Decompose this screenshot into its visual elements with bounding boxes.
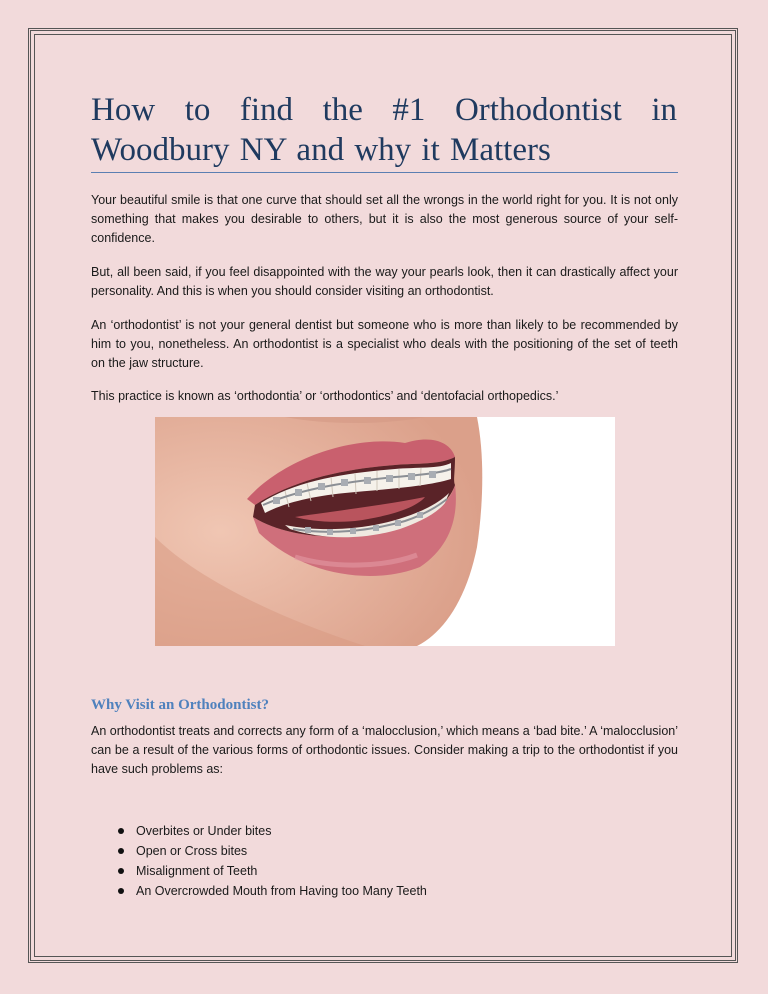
bullet-icon — [118, 868, 124, 874]
list-item — [118, 881, 427, 901]
list-item — [118, 841, 427, 861]
braces-smile-photo — [155, 417, 615, 646]
document-title: How to find the #1 Orthodontist in Woodbury NY and why it Matters — [91, 92, 677, 168]
list-item-label: Open or Cross bites — [136, 844, 248, 858]
paragraph-practice-name: This practice is known as ‘orthodontia’ or ‘orthodontics’ and ‘dentofacial orthopedics.’ — [91, 389, 559, 403]
paragraph-orthodontist-definition: An ‘orthodontist’ is not your general dentist but someone who is more than likely to be recommended by him to you, nonetheless. An orthodontist is a specialist who deals with the positioning of the set of teeth on the jaw structure. — [91, 318, 678, 370]
list-item-label: Misalignment of Teeth — [136, 864, 258, 878]
paragraph-disappointed: But, all been said, if you feel disappointed with the way your pearls look, then it can drastically affect your personality. And this is when you should consider visiting an orthodontist. — [91, 265, 678, 298]
list-item-label: An Overcrowded Mouth from Having too Many Teeth — [136, 884, 427, 898]
bullet-icon — [118, 888, 124, 894]
paragraph-intro: Your beautiful smile is that one curve that should set all the wrongs in the world right for you. It is not only something that makes you desirable to others, but it is also the most generous source of your self-confidence. — [91, 193, 678, 245]
braces-smile-illustration — [155, 417, 615, 646]
list-item — [118, 861, 427, 881]
problems-list — [118, 821, 427, 901]
paragraph-malocclusion: An orthodontist treats and corrects any form of a ‘malocclusion,’ which means a ‘bad bite.’ A ‘malocclusion’ can be a result of the various forms of orthodontic issues. Consider making a trip to the orthodontist if you have such problems as: — [91, 724, 678, 776]
list-item — [118, 821, 427, 841]
list-item-label: Overbites or Under bites — [136, 824, 272, 838]
section-heading: Why Visit an Orthodontist? — [91, 697, 269, 713]
bullet-icon — [118, 828, 124, 834]
title-underline-rule — [91, 172, 678, 173]
bullet-icon — [118, 848, 124, 854]
